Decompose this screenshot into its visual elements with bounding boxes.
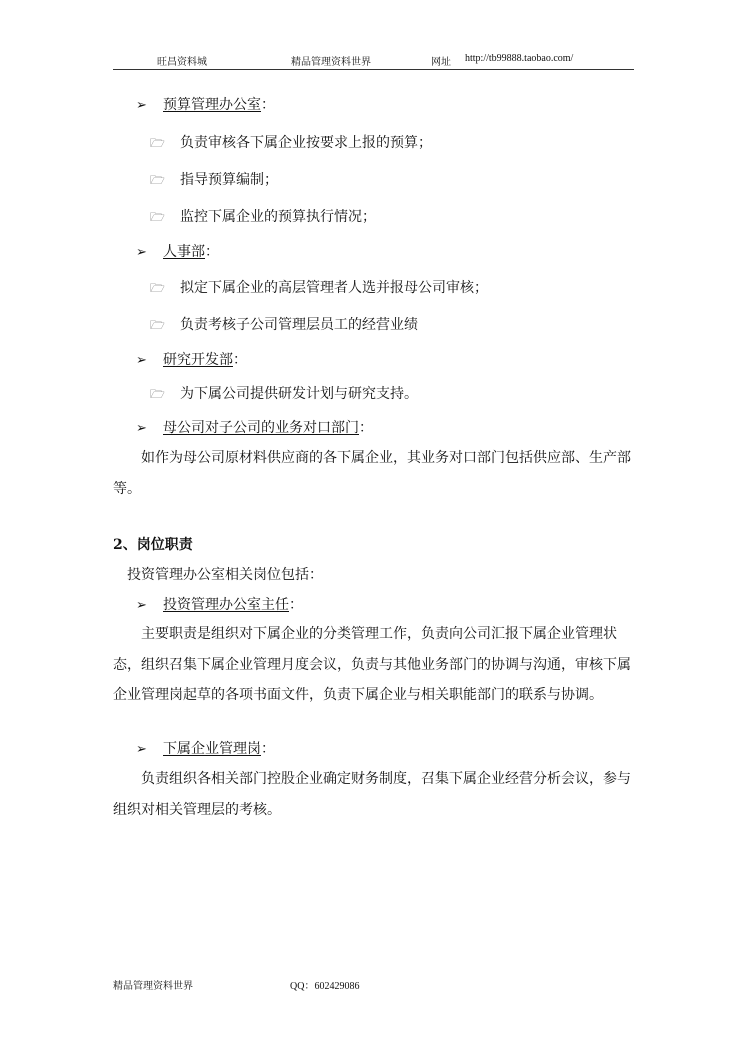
list-item: 🗁 负责考核子公司管理层员工的经营业绩: [150, 317, 418, 333]
post-paragraph: 负责组织各相关部门控股企业确定财务制度，召集下属企业经营分析会议，参与组织对相关管理层的考核。: [113, 771, 631, 818]
header-url-label: 网址: [431, 57, 451, 68]
budget-heading: 预算管理办公室: [163, 97, 261, 113]
hr-heading: 人事部: [163, 244, 205, 260]
folder-bullet-icon: 🗁: [150, 210, 165, 224]
list-item: 🗁 为下属公司提供研发计划与研究支持。: [150, 386, 418, 402]
footer-qq: QQ：602429086: [290, 981, 360, 992]
bullet-post: ➢ 下属企业管理岗：: [136, 741, 275, 757]
list-item: 🗁 负责审核各下属企业按要求上报的预算；: [150, 135, 432, 151]
arrow-bullet-icon: ➢: [136, 421, 147, 436]
footer-site-name: 精品管理资料世界: [113, 981, 193, 992]
section-title: 2、岗位职责: [113, 537, 193, 553]
header-slogan: 精品管理资料世界: [291, 57, 371, 68]
bullet-rd: ➢ 研究开发部：: [136, 352, 247, 368]
folder-bullet-icon: 🗁: [150, 281, 165, 295]
director-paragraph: 主要职责是组织对下属企业的分类管理工作，负责向公司汇报下属企业管理状态，组织召集下属企业管理月度会议，负责与其他业务部门的协调与沟通，审核下属企业管理岗起草的各项书面文件，负责下属企业与相关职能部门的联系与协调。: [113, 626, 631, 703]
bullet-director: ➢ 投资管理办公室主任：: [136, 597, 303, 613]
post-heading: 下属企业管理岗: [163, 741, 261, 757]
rd-heading: 研究开发部: [163, 352, 233, 368]
arrow-bullet-icon: ➢: [136, 598, 147, 613]
section-intro: 投资管理办公室相关岗位包括：: [127, 567, 323, 583]
arrow-bullet-icon: ➢: [136, 742, 147, 757]
header-url: http://tb99888.taobao.com/: [465, 53, 574, 64]
folder-bullet-icon: 🗁: [150, 387, 165, 401]
arrow-bullet-icon: ➢: [136, 98, 147, 113]
director-heading: 投资管理办公室主任: [163, 597, 289, 613]
folder-bullet-icon: 🗁: [150, 318, 165, 332]
counterpart-heading: 母公司对子公司的业务对口部门: [163, 420, 359, 436]
bullet-counterpart: ➢ 母公司对子公司的业务对口部门：: [136, 420, 373, 436]
bullet-budget-office: ➢ 预算管理办公室：: [136, 97, 275, 113]
counterpart-paragraph: 如作为母公司原材料供应商的各下属企业，其业务对口部门包括供应部、生产部等。: [113, 450, 631, 497]
arrow-bullet-icon: ➢: [136, 245, 147, 260]
list-item: 🗁 指导预算编制；: [150, 172, 278, 188]
header-site-name: 旺昌资料城: [157, 57, 207, 68]
page-header: [113, 53, 634, 70]
arrow-bullet-icon: ➢: [136, 353, 147, 368]
bullet-hr: ➢ 人事部：: [136, 244, 219, 260]
list-item: 🗁 监控下属企业的预算执行情况；: [150, 209, 376, 225]
folder-bullet-icon: 🗁: [150, 136, 165, 150]
list-item: 🗁 拟定下属企业的高层管理者人选并报母公司审核；: [150, 280, 488, 296]
folder-bullet-icon: 🗁: [150, 173, 165, 187]
